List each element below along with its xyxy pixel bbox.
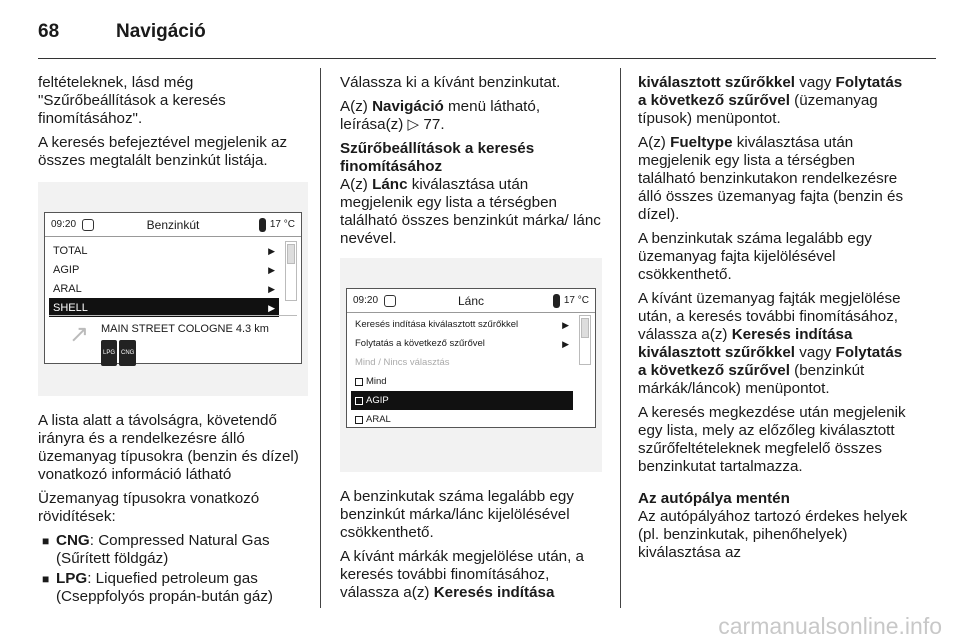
station-info: [49, 315, 297, 361]
list-item[interactable]: ARAL: [351, 410, 573, 429]
checkbox-checked-icon[interactable]: [355, 397, 363, 405]
arrow-icon: ▶: [268, 264, 275, 275]
arrow-icon: ▶: [268, 302, 275, 313]
bullet-icon: ■: [42, 572, 50, 586]
list-item[interactable]: Folytatás a következő szűrővel ▶: [351, 334, 573, 353]
screen-title: Benzinkút: [146, 217, 200, 232]
column-2: [340, 74, 602, 608]
page-ref-icon: ▷: [407, 116, 424, 133]
clock: 09:20: [51, 218, 77, 230]
screenshot-lanc: [340, 258, 602, 472]
scroll-thumb[interactable]: [287, 244, 295, 264]
station-list: [49, 241, 279, 317]
station-address: MAIN STREET COLOGNE 4.3 km: [101, 323, 269, 335]
list-item[interactable]: TOTAL ▶: [49, 241, 279, 260]
subheading: Az autópálya mentén: [638, 490, 790, 507]
paragraph: Válassza ki a kívánt benzinkutat.: [340, 74, 561, 91]
column-1: [38, 74, 308, 608]
header-divider: [38, 58, 936, 59]
thermometer-icon: [553, 294, 560, 308]
arrow-icon: ▶: [268, 245, 275, 256]
arrow-icon: ▶: [562, 338, 569, 349]
list-item[interactable]: AGIP ▶: [49, 260, 279, 279]
paragraph: A keresés megkezdése után megjelenik egy lista, mely az előzőleg kiválasztott szűrőfeltételeknek megfelelő összes benzinkutat tartalmazza.: [638, 404, 906, 475]
paragraph: A(z) Fueltype kiválasztása után megjelenik egy lista a térségben található benzinkutakon rendelkezésre álló összes üzemanyag fajta (benzin és dízel).: [638, 134, 904, 223]
scrollbar[interactable]: [579, 315, 591, 365]
temperature: 17 °C: [259, 216, 295, 234]
paragraph: A kívánt üzemanyag fajták megjelölése után, a keresés további finomításához, válassza a(z) Keresés indítása kiválasztott szűrőkkel vagy Folytatás a következő szűrővel (benzinkút márkák/láncok) menüpontot.: [638, 290, 903, 397]
paragraph: A lista alatt a távolságra, követendő irányra és a rendelkezésre álló üzemanyag típusokra (benzin és dízel) vonatkozó információ látható: [38, 412, 299, 483]
subheading: Szűrőbeállítások a keresés finomításához: [340, 140, 535, 175]
bullet-item: ■ LPG: Liquefied petroleum gas (Cseppfolyós propán-bután gáz): [38, 570, 308, 606]
temperature: 17 °C: [553, 292, 589, 310]
list-item[interactable]: Keresés indítása kiválasztott szűrőkkel ▶: [351, 315, 573, 334]
paragraph: Üzemanyag típusokra vonatkozó rövidítések:: [38, 490, 260, 525]
paragraph: A benzinkutak száma legalább egy benzinkút márka/lánc kijelölésével csökkenthető.: [340, 488, 574, 541]
scrollbar[interactable]: [285, 241, 297, 301]
paragraph: A kívánt márkák megjelölése után, a keresés további finomításához, válassza a(z) Keresés indítása: [340, 548, 584, 601]
list-item[interactable]: ARAL ▶: [49, 279, 279, 298]
column-divider: [620, 68, 621, 608]
watermark: carmanualsonline.info: [718, 613, 942, 639]
screen-topbar: [45, 213, 301, 237]
checkbox-icon[interactable]: [355, 416, 363, 424]
screen-topbar: [347, 289, 595, 313]
column-divider: [320, 68, 321, 608]
fuel-badges: [101, 340, 136, 366]
page-title: Navigáció: [116, 21, 206, 42]
paragraph: feltételeknek, lásd még "Szűrőbeállítások a keresés finomításához".: [38, 74, 226, 127]
page-number: 68: [38, 21, 60, 42]
screen-title: Lánc: [457, 293, 485, 308]
page-header: [38, 18, 936, 48]
paragraph: A keresés befejeztével megjelenik az összes megtalált benzinkút listája.: [38, 134, 288, 169]
arrow-icon: ▶: [562, 319, 569, 330]
chain-list: [351, 315, 573, 429]
column-3: [638, 74, 910, 568]
paragraph: kiválasztott szűrőkkel vagy Folytatás a következő szűrővel (üzemanyag típusok) menüpontot.: [638, 74, 903, 127]
list-item-disabled: Mind / Nincs választás: [355, 356, 450, 368]
screenshot-benzinkut: [38, 182, 308, 396]
list-item-selected[interactable]: SHELL ▶: [49, 298, 279, 317]
lpg-badge: LPG: [101, 340, 117, 366]
scroll-thumb[interactable]: [581, 318, 589, 338]
cng-badge: CNG: [119, 340, 136, 366]
direction-arrow-icon: ↗: [69, 321, 90, 348]
bullet-item: ■ CNG: Compressed Natural Gas (Sűrített földgáz): [38, 532, 308, 568]
list-item-selected[interactable]: AGIP: [351, 391, 573, 410]
bullet-icon: ■: [42, 534, 50, 548]
paragraph: A(z) Lánc kiválasztása után megjelenik egy lista a térségben található összes benzinkút márka/ lánc nevével.: [340, 176, 601, 247]
paragraph: Az autópályához tartozó érdekes helyek (pl. benzinkutak, pihenőhelyek) kiválasztása az: [638, 508, 908, 561]
list-item[interactable]: Mind: [351, 372, 573, 391]
clock: 09:20: [353, 294, 379, 306]
display-screen: [346, 288, 596, 428]
arrow-icon: ▶: [268, 283, 275, 294]
checkbox-icon[interactable]: [355, 378, 363, 386]
thermometer-icon: [259, 218, 266, 232]
paragraph: A benzinkutak száma legalább egy üzemanyag fajta kijelölésével csökkenthető.: [638, 230, 872, 283]
display-screen: [44, 212, 302, 364]
paragraph: A(z) Navigáció menü látható, leírása(z) ▷ 77.: [340, 98, 541, 133]
